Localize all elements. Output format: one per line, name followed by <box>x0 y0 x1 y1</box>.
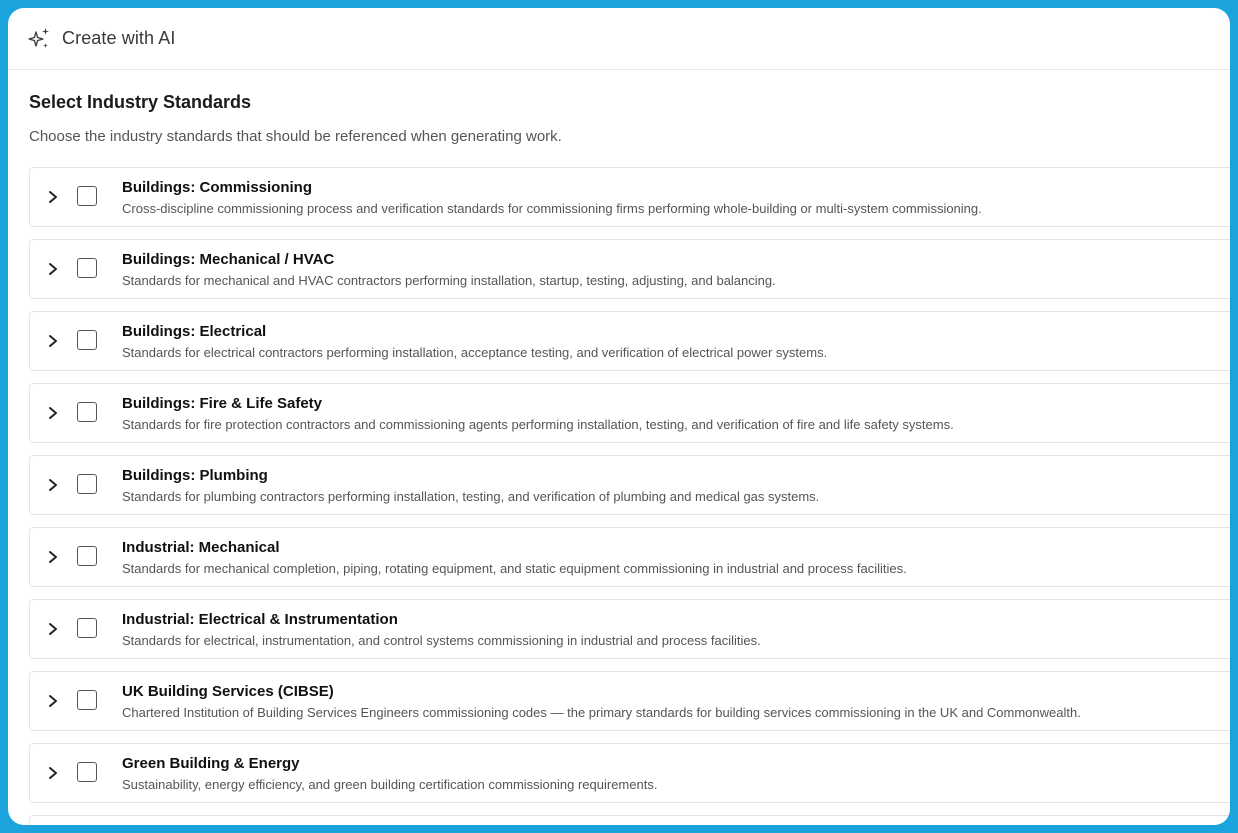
chevron-right-icon[interactable] <box>46 403 60 423</box>
standard-name: UK Building Services (CIBSE) <box>122 683 334 700</box>
standards-list <box>29 167 1230 825</box>
standard-description: Standards for fire protection contractors and commissioning agents performing installation, testing, and verification of fire and life safety systems. <box>122 417 954 432</box>
section-title: Select Industry Standards <box>29 92 252 112</box>
standard-name: Buildings: Mechanical / HVAC <box>122 251 335 268</box>
standard-name: Industrial: Mechanical <box>122 539 280 556</box>
standard-name: Buildings: Plumbing <box>122 467 268 484</box>
standard-item-buildings-fire-life-safety[interactable] <box>29 383 1230 443</box>
standard-checkbox[interactable] <box>77 402 97 422</box>
chevron-right-icon[interactable] <box>46 547 60 567</box>
standard-name: Green Building & Energy <box>122 755 300 772</box>
standard-item-buildings-plumbing[interactable] <box>29 455 1230 515</box>
standard-checkbox[interactable] <box>77 690 97 710</box>
standard-description: Standards for plumbing contractors performing installation, testing, and verification of plumbing and medical gas systems. <box>122 489 820 504</box>
standard-name: Buildings: Fire & Life Safety <box>122 395 323 412</box>
chevron-right-icon[interactable] <box>46 259 60 279</box>
standard-item-industrial-electrical-instrumentation[interactable] <box>29 599 1230 659</box>
standard-description: Standards for electrical contractors performing installation, acceptance testing, and verification of electrical power systems. <box>122 345 828 360</box>
standard-checkbox[interactable] <box>77 762 97 782</box>
standard-item-buildings-commissioning[interactable] <box>29 167 1230 227</box>
standard-checkbox[interactable] <box>77 186 97 206</box>
standard-item-uk-building-services-cibse[interactable] <box>29 671 1230 731</box>
chevron-right-icon[interactable] <box>46 187 60 207</box>
standard-description: Standards for electrical, instrumentation, and control systems commissioning in industrial and process facilities. <box>122 633 761 648</box>
standard-name: Buildings: Electrical <box>122 323 267 340</box>
chevron-right-icon[interactable] <box>46 763 60 783</box>
standard-description: Standards for mechanical and HVAC contractors performing installation, startup, testing, adjusting, and balancing. <box>122 273 776 288</box>
standard-description: Sustainability, energy efficiency, and green building certification commissioning requirements. <box>122 777 658 792</box>
standard-item-partial <box>29 815 1230 825</box>
standard-checkbox[interactable] <box>77 330 97 350</box>
standard-item-buildings-electrical[interactable] <box>29 311 1230 371</box>
section-subtitle: Choose the industry standards that should be referenced when generating work. <box>29 128 562 145</box>
create-with-ai-panel <box>8 8 1230 825</box>
standard-checkbox[interactable] <box>77 258 97 278</box>
standard-item-green-building-energy[interactable] <box>29 743 1230 803</box>
standard-description: Cross-discipline commissioning process and verification standards for commissioning firms performing whole-building or multi-system commissioning. <box>122 201 982 216</box>
chevron-right-icon[interactable] <box>46 475 60 495</box>
standard-name: Industrial: Electrical & Instrumentation <box>122 611 398 628</box>
standard-name: Buildings: Commissioning <box>122 179 312 196</box>
chevron-right-icon[interactable] <box>46 691 60 711</box>
standard-item-buildings-mechanical-hvac[interactable] <box>29 239 1230 299</box>
standard-checkbox[interactable] <box>77 618 97 638</box>
panel-header <box>8 8 1230 70</box>
standard-checkbox[interactable] <box>77 474 97 494</box>
standard-item-industrial-mechanical[interactable] <box>29 527 1230 587</box>
chevron-right-icon[interactable] <box>46 331 60 351</box>
panel-title: Create with AI <box>62 28 176 48</box>
standard-description: Chartered Institution of Building Services Engineers commissioning codes — the primary standards for building services commissioning in the UK and Commonwealth. <box>122 705 1081 720</box>
standard-description: Standards for mechanical completion, piping, rotating equipment, and static equipment commissioning in industrial and process facilities. <box>122 561 907 576</box>
sparkle-icon <box>26 26 52 52</box>
chevron-right-icon[interactable] <box>46 619 60 639</box>
standard-checkbox[interactable] <box>77 546 97 566</box>
